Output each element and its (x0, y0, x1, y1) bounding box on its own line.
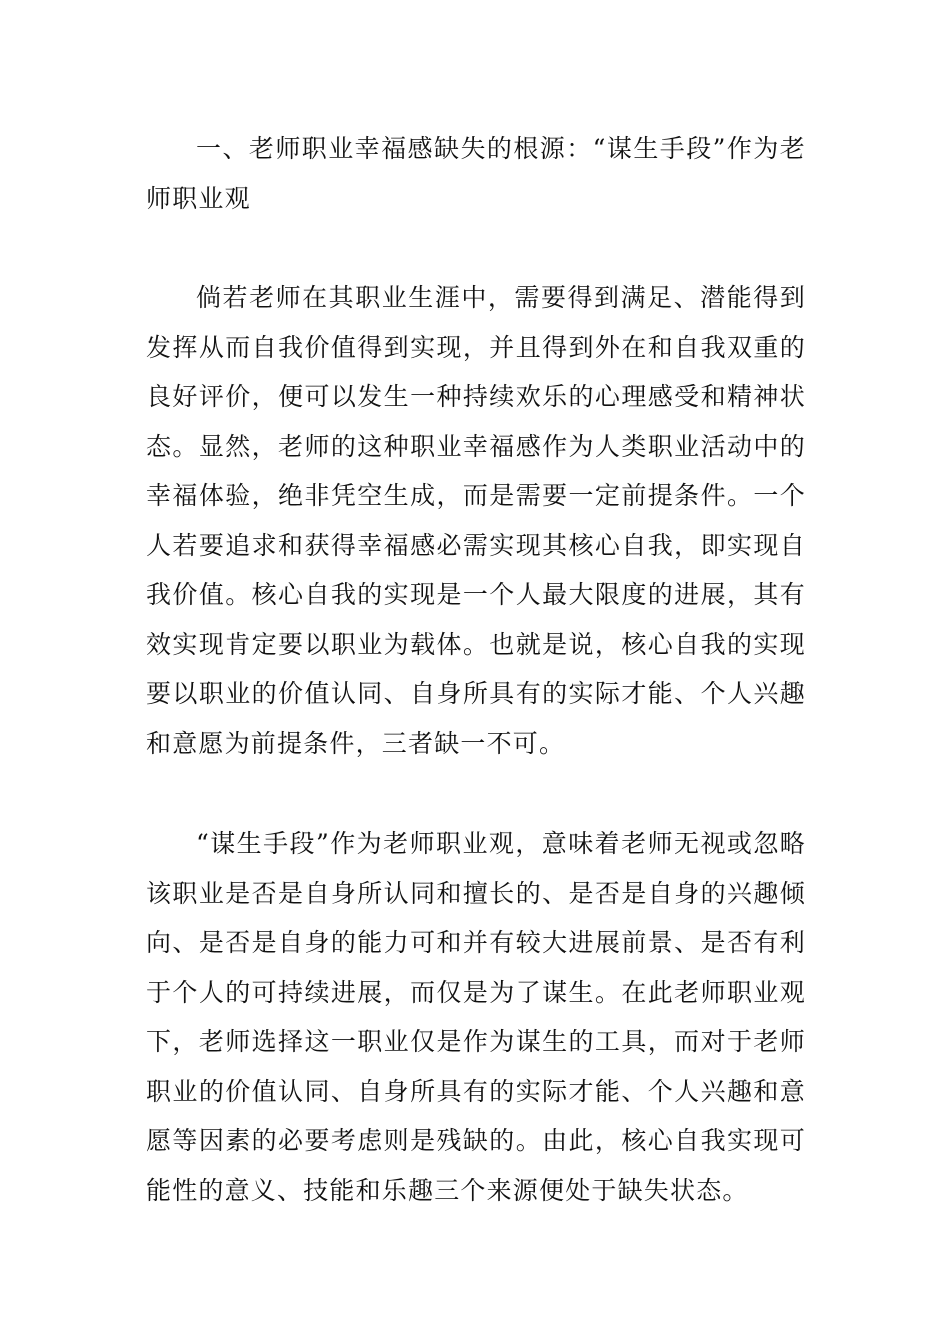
section-heading: 一、老师职业幸福感缺失的根源：“谋生手段”作为老师职业观 (146, 134, 806, 213)
body-paragraph-2: “谋生手段”作为老师职业观，意味着老师无视或忽略该职业是否是自身所认同和擅长的、是否是自身的兴趣倾向、是否是自身的能力可和并有较大进展前景、是否有利于个人的可持续进展，而仅是为了谋生。在此老师职业观下，老师选择这一职业仅是作为谋生的工具，而对于老师职业的价值认同、自身所具有的实际才能、个人兴趣和意愿等因素的必要考虑则是残缺的。由此，核心自我实现可能性的意义、技能和乐趣三个来源便处于缺失状态。 (146, 829, 806, 1205)
body-paragraph-1: 倘若老师在其职业生涯中，需要得到满足、潜能得到发挥从而自我价值得到实现，并且得到外在和自我双重的良好评价，便可以发生一种持续欢乐的心理感受和精神状态。显然，老师的这种职业幸福感作为人类职业活动中的幸福体验，绝非凭空生成，而是需要一定前提条件。一个人若要追求和获得幸福感必需实现其核心自我，即实现自我价值。核心自我的实现是一个人最大限度的进展，其有效实现肯定要以职业为载体。也就是说，核心自我的实现要以职业的价值认同、自身所具有的实际才能、个人兴趣和意愿为前提条件，三者缺一不可。 (146, 283, 806, 758)
